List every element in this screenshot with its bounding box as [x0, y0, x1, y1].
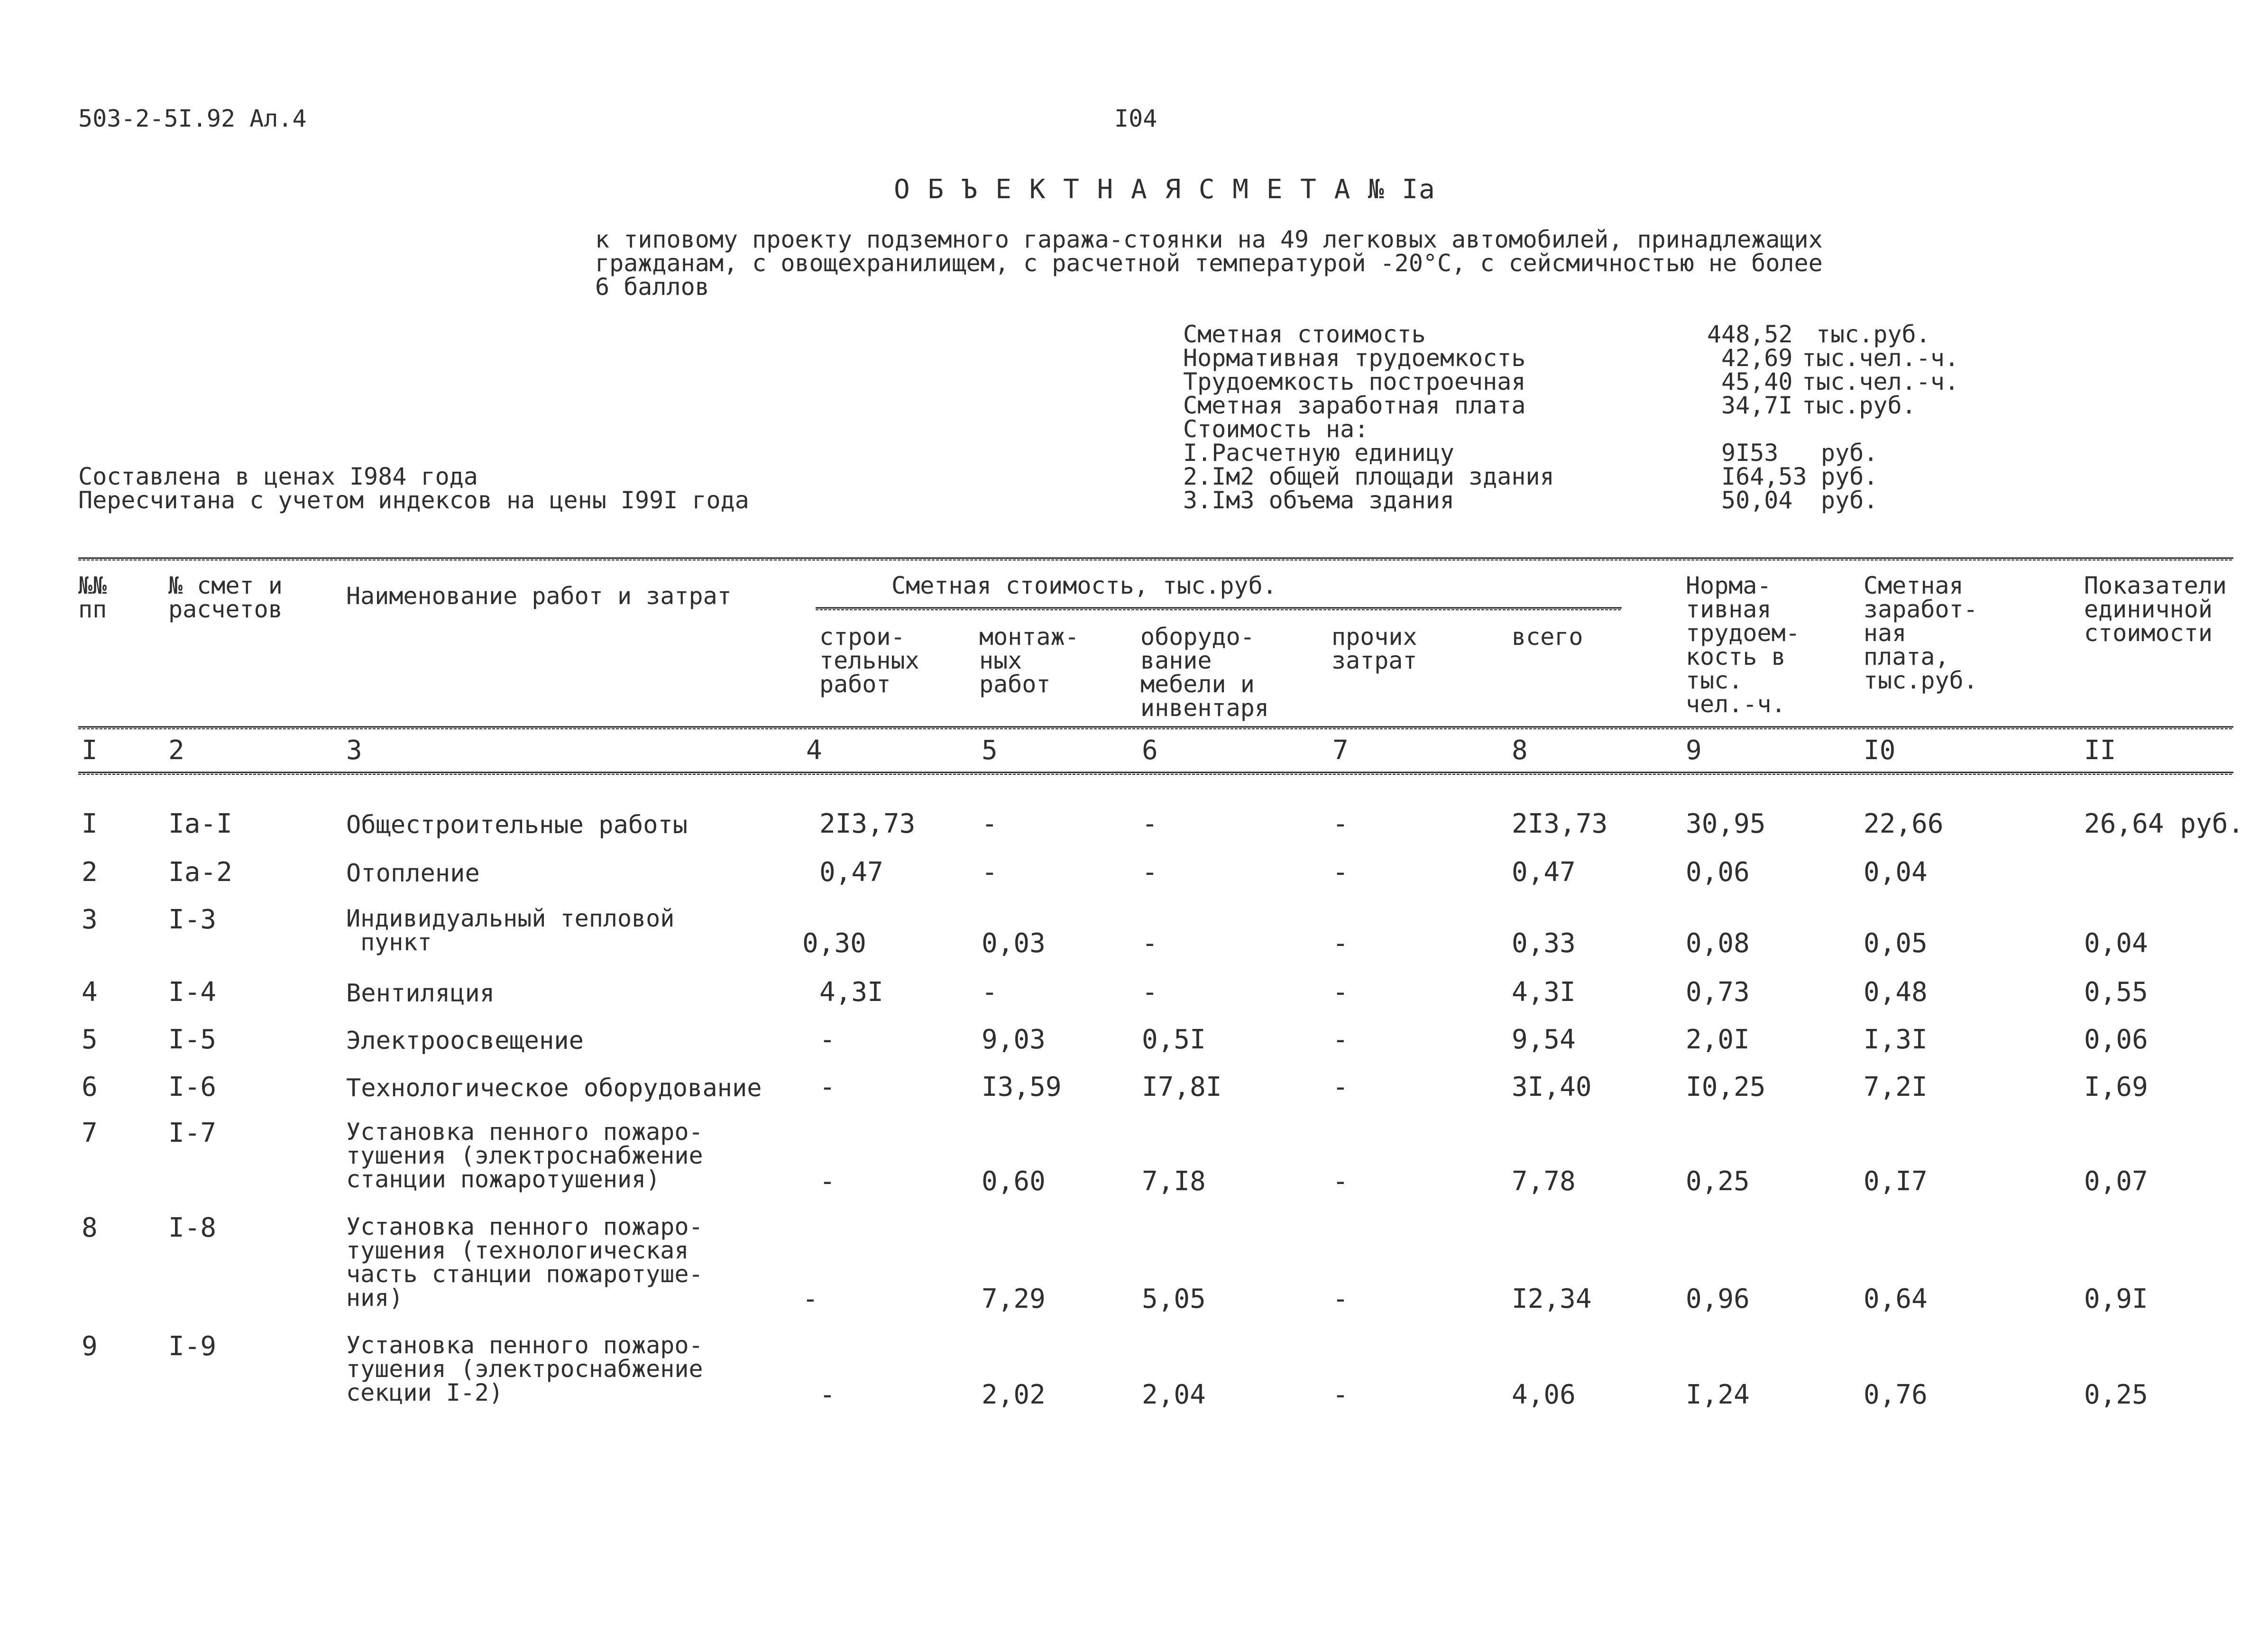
row-number: 7 [82, 1118, 98, 1148]
row-wages: 0,48 [1864, 977, 1928, 1008]
summary-label: Сметная заработная плата [1183, 392, 1526, 419]
price-note-line-1: Составлена в ценах I984 года [78, 463, 478, 490]
header-labor: Норма- тивная трудоем- кость в тыс. чел.-ч. [1686, 572, 1800, 718]
row-wages: 7,2I [1864, 1072, 1928, 1102]
row-total: 9,54 [1512, 1024, 1576, 1055]
row-construction: - [819, 1072, 836, 1102]
price-note-line-2: Пересчитана с учетом индексов на цены I99I года [78, 486, 749, 514]
row-total: 2I3,73 [1512, 808, 1608, 839]
summary-value: 42,69 [1721, 344, 1793, 372]
row-code: I-3 [168, 904, 217, 935]
row-name: Индивидуальный тепловой пункт [346, 905, 675, 956]
column-number: 3 [346, 735, 362, 766]
header-bottom-rule [78, 725, 2233, 731]
row-other: - [1332, 857, 1349, 888]
row-other: - [1332, 928, 1349, 959]
summary-unit: тыс.руб. [1802, 392, 1916, 419]
row-number: 2 [82, 857, 98, 888]
group-header-rule [816, 606, 1622, 612]
column-number: I [82, 735, 98, 766]
row-wages: 0,64 [1864, 1284, 1928, 1314]
row-unit-cost: 0,9I [2084, 1284, 2148, 1314]
column-number: I0 [1864, 735, 1896, 766]
row-equipment: - [1142, 857, 1158, 888]
row-installation: 0,60 [982, 1166, 1046, 1197]
row-installation: I3,59 [982, 1072, 1062, 1102]
row-installation: - [982, 808, 998, 839]
summary-value: 45,40 [1721, 368, 1793, 395]
row-equipment: 7,I8 [1142, 1166, 1206, 1197]
row-labor: I,24 [1686, 1379, 1750, 1410]
row-construction: 0,30 [802, 928, 866, 959]
row-installation: 0,03 [982, 928, 1046, 959]
header-equipment: оборудо- вание мебели и инвентаря [1140, 623, 1269, 722]
row-code: I-4 [168, 977, 217, 1008]
row-wages: 0,04 [1864, 857, 1928, 888]
column-number: 5 [982, 735, 998, 766]
row-labor: 0,06 [1686, 857, 1750, 888]
summary-value: 9I53 [1721, 439, 1779, 467]
summary-unit: руб. [1821, 439, 1878, 467]
header-installation: монтаж- ных работ [979, 623, 1079, 698]
summary-label: I.Расчетную единицу [1183, 439, 1454, 467]
row-labor: 0,25 [1686, 1166, 1750, 1197]
summary-value: 448,52 [1707, 321, 1793, 348]
row-labor: 2,0I [1686, 1024, 1750, 1055]
row-number: 9 [82, 1331, 98, 1362]
row-code: I-5 [168, 1024, 217, 1055]
summary-unit: тыс.чел.-ч. [1802, 344, 1959, 372]
row-labor: 0,73 [1686, 977, 1750, 1008]
header-other: прочих затрат [1331, 623, 1417, 674]
row-equipment: 5,05 [1142, 1284, 1206, 1314]
row-unit-cost: 0,07 [2084, 1166, 2148, 1197]
row-number: 3 [82, 904, 98, 935]
row-other: - [1332, 1166, 1349, 1197]
row-unit-cost: 0,55 [2084, 977, 2148, 1008]
row-name: Установка пенного пожаро- тушения (электроснабжение станции пожаротушения) [346, 1118, 703, 1193]
row-code: I-7 [168, 1118, 217, 1148]
page-number: I04 [1114, 105, 1157, 132]
row-name: Общестроительные работы [346, 811, 688, 839]
column-number: 2 [168, 735, 184, 766]
row-name: Установка пенного пожаро- тушения (технологическая часть станции пожаротуше- ния) [346, 1213, 703, 1312]
row-code: Iа-2 [168, 857, 232, 888]
row-unit-cost: 0,25 [2084, 1379, 2148, 1410]
row-construction: - [802, 1284, 818, 1314]
row-equipment: 0,5I [1142, 1024, 1206, 1055]
row-code: I-9 [168, 1331, 217, 1362]
row-equipment: 2,04 [1142, 1379, 1206, 1410]
header-total: всего [1512, 623, 1583, 651]
row-other: - [1332, 808, 1349, 839]
row-name: Вентиляция [346, 979, 495, 1008]
row-other: - [1332, 1379, 1349, 1410]
row-unit-cost: 26,64 руб. [2084, 808, 2244, 839]
row-total: 0,47 [1512, 857, 1576, 888]
subtitle-line-1: к типовому проекту подземного гаража-стоянки на 49 легковых автомобилей, принадлежащих [595, 226, 1823, 253]
row-wages: 0,76 [1864, 1379, 1928, 1410]
row-unit-cost: 0,06 [2084, 1024, 2148, 1055]
row-total: 7,78 [1512, 1166, 1576, 1197]
row-name: Отопление [346, 859, 480, 888]
row-construction: 2I3,73 [819, 808, 916, 839]
summary-unit: тыс.чел.-ч. [1802, 368, 1959, 395]
row-total: 4,06 [1512, 1379, 1576, 1410]
summary-label: Трудоемкость построечная [1183, 368, 1526, 395]
column-number: 8 [1512, 735, 1528, 766]
header-wages: Сметная заработ- ная плата, тыс.руб. [1864, 572, 1978, 694]
row-installation: 7,29 [982, 1284, 1046, 1314]
row-equipment: I7,8I [1142, 1072, 1222, 1102]
row-equipment: - [1142, 808, 1158, 839]
row-number: 6 [82, 1072, 98, 1102]
row-wages: 0,I7 [1864, 1166, 1928, 1197]
row-unit-cost: 0,04 [2084, 928, 2148, 959]
row-installation: 2,02 [982, 1379, 1046, 1410]
row-wages: I,3I [1864, 1024, 1928, 1055]
column-number: 4 [806, 735, 822, 766]
summary-value: 50,04 [1721, 486, 1793, 514]
header-row-number: №№ пп [78, 572, 107, 623]
row-wages: 22,66 [1864, 808, 1944, 839]
table-top-rule [78, 556, 2233, 562]
row-labor: 0,96 [1686, 1284, 1750, 1314]
row-labor: I0,25 [1686, 1072, 1766, 1102]
row-other: - [1332, 1284, 1349, 1314]
row-construction: - [819, 1379, 836, 1410]
row-total: 3I,40 [1512, 1072, 1592, 1102]
column-number: 7 [1332, 735, 1349, 766]
row-construction: 4,3I [819, 977, 883, 1008]
row-number: 4 [82, 977, 98, 1008]
summary-label: 2.Iм2 общей площади здания [1183, 463, 1554, 490]
row-other: - [1332, 1024, 1349, 1055]
row-installation: - [982, 977, 998, 1008]
subtitle-line-3: 6 баллов [595, 273, 709, 301]
subtitle-line-2: гражданам, с овощехранилищем, с расчетной температурой -20°С, с сейсмичностью не более [595, 249, 1823, 277]
row-total: 4,3I [1512, 977, 1576, 1008]
summary-value: 34,7I [1721, 392, 1793, 419]
row-number: I [82, 808, 98, 839]
column-number: 6 [1142, 735, 1158, 766]
document-title: О Б Ъ Е К Т Н А Я С М Е Т А № Iа [894, 174, 1436, 205]
column-number: II [2084, 735, 2116, 766]
row-other: - [1332, 1072, 1349, 1102]
row-construction: - [819, 1166, 836, 1197]
row-code: I-8 [168, 1212, 217, 1243]
row-wages: 0,05 [1864, 928, 1928, 959]
row-construction: 0,47 [819, 857, 883, 888]
document-code: 503-2-5I.92 Ал.4 [78, 105, 307, 132]
header-cost-group: Сметная стоимость, тыс.руб. [891, 572, 1277, 599]
row-name: Технологическое оборудование [346, 1074, 762, 1102]
row-other: - [1332, 977, 1349, 1008]
row-labor: 30,95 [1686, 808, 1766, 839]
summary-value: I64,53 [1721, 463, 1807, 490]
summary-label: Нормативная трудоемкость [1183, 344, 1526, 372]
summary-unit: тыс.руб. [1816, 321, 1930, 348]
header-estimate-number: № смет и расчетов [168, 572, 283, 623]
row-equipment: - [1142, 977, 1158, 1008]
row-number: 8 [82, 1212, 98, 1243]
row-labor: 0,08 [1686, 928, 1750, 959]
summary-label: 3.Iм3 объема здания [1183, 486, 1454, 514]
row-installation: 9,03 [982, 1024, 1046, 1055]
row-number: 5 [82, 1024, 98, 1055]
summary-unit: руб. [1821, 486, 1878, 514]
header-work-name: Наименование работ и затрат [346, 582, 732, 610]
row-installation: - [982, 857, 998, 888]
column-numbers-rule [78, 770, 2233, 777]
row-name: Электроосвещение [346, 1027, 584, 1055]
row-unit-cost: I,69 [2084, 1072, 2148, 1102]
row-total: I2,34 [1512, 1284, 1592, 1314]
summary-unit: руб. [1821, 463, 1878, 490]
row-code: Iа-I [168, 808, 232, 839]
row-code: I-6 [168, 1072, 217, 1102]
row-name: Установка пенного пожаро- тушения (электроснабжение секции I-2) [346, 1331, 703, 1406]
header-construction: строи- тельных работ [819, 623, 919, 698]
row-total: 0,33 [1512, 928, 1576, 959]
summary-label: Стоимость на: [1183, 415, 1369, 443]
row-construction: - [819, 1024, 836, 1055]
row-equipment: - [1142, 928, 1158, 959]
column-number: 9 [1686, 735, 1702, 766]
summary-label: Сметная стоимость [1183, 321, 1426, 348]
header-unit-cost: Показатели единичной стоимости [2084, 572, 2227, 647]
